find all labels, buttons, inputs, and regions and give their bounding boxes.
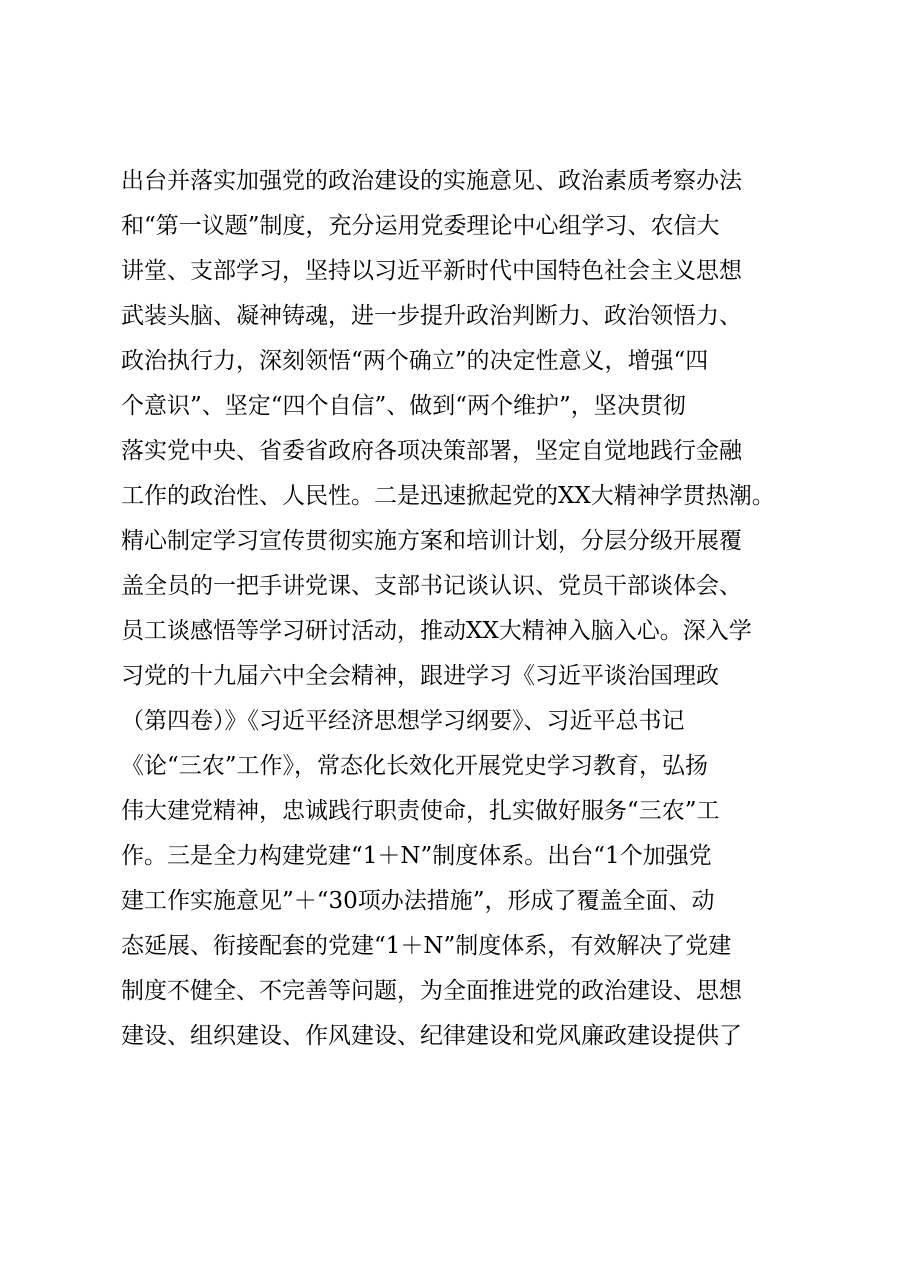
text-line: 建设、组织建设、作风建设、纪律建设和党风廉政建设提供了 bbox=[121, 1023, 742, 1049]
text-line: （第四卷）》《习近平经济思想学习纲要》、习近平总书记 bbox=[121, 708, 685, 734]
text-line: 习党的十九届六中全会精神，跟进学习《习近平谈治国理政 bbox=[121, 663, 719, 689]
text-line: 和“第一议题”制度，充分运用党委理论中心组学习、农信大 bbox=[121, 213, 720, 239]
text-line: 盖全员的一把手讲党课、支部书记谈认识、党员干部谈体会、 bbox=[121, 573, 742, 599]
text-line: 伟大建党精神，忠诚践行职责使命，扎实做好服务“三农”工 bbox=[121, 798, 720, 824]
text-line: 建工作实施意见”＋“30项办法措施”，形成了覆盖全面、动 bbox=[121, 888, 715, 914]
text-line: 《论“三农”工作》，常态化长效化开展党史学习教育，弘扬 bbox=[121, 753, 709, 779]
text-line: 作。三是全力构建党建“1＋N”制度体系。出台“1个加强党 bbox=[121, 843, 712, 869]
text-line: 工作的政治性、人民性。二是迅速掀起党的XX大精神学贯热潮。 bbox=[121, 483, 775, 509]
text-line: 个意识”、坚定“四个自信”、做到“两个维护”，坚决贯彻 bbox=[121, 393, 686, 419]
text-line: 态延展、衔接配套的党建“1＋N”制度体系，有效解决了党建 bbox=[121, 933, 732, 959]
text-line: 员工谈感悟等学习研讨活动，推动XX大精神入脑入心。深入学 bbox=[121, 618, 752, 644]
text-line: 制度不健全、不完善等问题，为全面推进党的政治建设、思想 bbox=[121, 978, 742, 1004]
text-line: 讲堂、支部学习，坚持以习近平新时代中国特色社会主义思想 bbox=[121, 258, 742, 284]
text-line: 落实党中央、省委省政府各项决策部署，坚定自觉地践行金融 bbox=[121, 438, 742, 464]
text-line: 政治执行力，深刻领悟“两个确立”的决定性意义，增强“四 bbox=[121, 348, 709, 374]
text-line: 武装头脑、凝神铸魂，进一步提升政治判断力、政治领悟力、 bbox=[121, 303, 742, 329]
text-line: 出台并落实加强党的政治建设的实施意见、政治素质考察办法 bbox=[121, 168, 742, 194]
text-line: 精心制定学习宣传贯彻实施方案和培训计划，分层分级开展覆 bbox=[121, 528, 742, 554]
